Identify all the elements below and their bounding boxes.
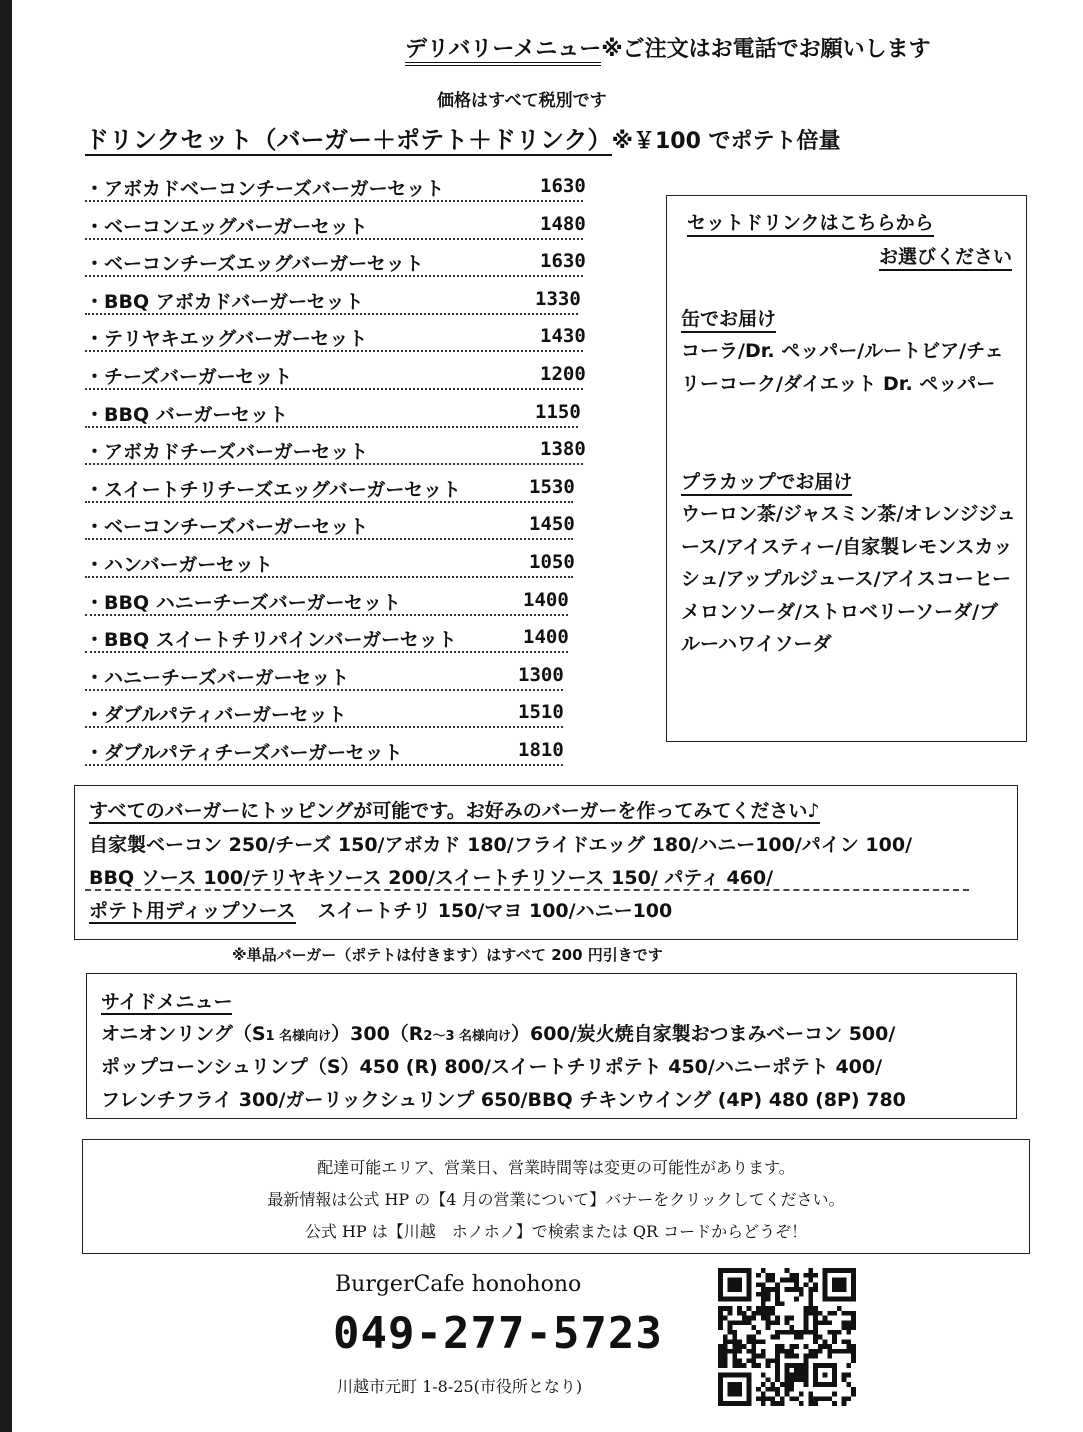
menu-item-price: 1450: [529, 513, 575, 536]
side-text: ）600/炭火焼自家製おつまみベーコン 500/: [511, 1023, 896, 1045]
menu-row: [85, 435, 586, 465]
drink-set-heading-text: ドリンクセット（バーガー＋ポテト＋ドリンク）: [85, 126, 612, 154]
side-menu-label: [101, 987, 232, 1014]
side-menu-label-text: サイドメニュー: [101, 991, 233, 1013]
menu-item-price: 1480: [540, 212, 586, 235]
menu-item-price: 1150: [535, 400, 581, 423]
drink-set-heading: [85, 120, 841, 155]
menu-row: [85, 661, 563, 691]
menu-item-price: 1810: [518, 739, 564, 761]
menu-item-price: 1380: [540, 438, 586, 461]
notice-line-2: 最新情報は公式 HP の【4 月の営業について】バナーをクリックしてください。: [267, 1190, 845, 1209]
menu-row: [85, 510, 573, 540]
topping-intro-text: すべてのバーガーにトッピングが可能です。お好みのバーガーを作ってみてください♪: [89, 800, 820, 822]
menu-item-name: ・ダブルパティバーガーセット: [85, 704, 347, 727]
menu-item-name: ・ダブルパティチーズバーガーセット: [85, 742, 403, 764]
shop-address: 川越市元町 1-8-25(市役所となり): [337, 1377, 583, 1396]
can-drinks-list: コーラ/Dr. ペッパー/ルートビア/チェリーコーク/ダイエット Dr. ペッパー: [681, 340, 1004, 395]
side-text-small: 1 名様向け: [265, 1029, 332, 1044]
topping-box: [74, 785, 1018, 940]
shop-name: BurgerCafe honohono: [335, 1272, 582, 1297]
topping-divider: [85, 889, 969, 891]
left-edge-bar: [0, 0, 12, 1432]
side-menu-line-2: ポップコーンシュリンプ（S）450 (R) 800/スイートチリポテト 450/ハニーポテト 400/: [101, 1056, 883, 1078]
menu-item-price: 1300: [518, 663, 564, 686]
menu-item-name: ・ハニーチーズバーガーセット: [85, 666, 350, 689]
topping-line-1: 自家製ベーコン 250/チーズ 150/アボカド 180/フライドエッグ 180/ハニー100/パイン 100/: [89, 834, 913, 856]
menu-item-price: 1510: [518, 701, 564, 724]
tax-note: 価格はすべて税別です: [437, 91, 607, 111]
menu-row: [85, 247, 586, 277]
can-drinks-label: 缶でお届け: [681, 304, 776, 333]
side-text-small: 2～3 名様向け: [423, 1029, 512, 1044]
single-burger-note: ※単品バーガー（ポテトは付きます）はすべて 200 円引きです: [232, 946, 663, 964]
menu-row: [85, 623, 568, 653]
menu-row: [85, 736, 563, 766]
menu-item-price: 1200: [540, 363, 586, 385]
qr-code-icon[interactable]: [718, 1268, 856, 1406]
menu-item-name: ・ベーコンチーズエッグバーガーセット: [85, 253, 424, 276]
menu-row: [85, 586, 568, 616]
menu-item-price: 1430: [540, 325, 586, 348]
menu-item-price: 1630: [540, 250, 586, 273]
side-menu-box: [86, 973, 1017, 1119]
set-drink-box: [666, 195, 1027, 742]
shop-phone: 049-277-5723: [333, 1308, 663, 1359]
notice-line-1: 配達可能エリア、営業日、営業時間等は変更の可能性があります。: [317, 1158, 795, 1177]
title-underlined: デリバリーメニュー: [405, 37, 601, 66]
menu-row: [85, 548, 573, 578]
menu-item-name: ・BBQ ハニーチーズバーガーセット: [85, 591, 402, 614]
set-drink-title-line2: お選びください: [879, 242, 1012, 271]
drink-set-heading-note: ※￥100 でポテト倍量: [611, 129, 841, 154]
notice-box: [82, 1139, 1030, 1254]
dip-sauce-line: [89, 896, 672, 923]
menu-row: [85, 473, 573, 503]
page-title: [405, 32, 931, 63]
menu-item-name: ・ベーコンエッグバーガーセット: [85, 215, 368, 238]
menu-item-name: ・テリヤキエッグバーガーセット: [85, 328, 368, 351]
menu-row: [85, 172, 586, 202]
dip-sauce-label: ポテト用ディップソース: [89, 900, 296, 922]
menu-item-price: 1400: [523, 626, 569, 649]
side-menu-line-1: [101, 1019, 895, 1046]
menu-item-name: ・ベーコンチーズバーガーセット: [85, 516, 369, 539]
menu-item-price: 1530: [529, 475, 575, 498]
dip-sauce-items: スイートチリ 150/マヨ 100/ハニー100: [317, 900, 673, 922]
side-text: オニオンリング（S: [101, 1023, 266, 1045]
menu-item-name: ・BBQ アボカドバーガーセット: [85, 290, 364, 313]
topping-intro: [89, 796, 820, 823]
cup-drinks-label: プラカップでお届け: [681, 467, 852, 496]
menu-item-name: ・スイートチリチーズエッグバーガーセット: [85, 478, 462, 501]
menu-item-name: ・BBQ バーガーセット: [85, 403, 288, 426]
menu-item-price: 1330: [535, 287, 581, 310]
menu-item-name: ・BBQ スイートチリパインバーガーセット: [85, 629, 457, 652]
side-text: ）300（R: [331, 1023, 424, 1045]
menu-item-name: ・アボカドベーコンチーズバーガーセット: [85, 178, 445, 200]
menu-row: [85, 210, 586, 240]
menu-row: [85, 285, 581, 315]
notice-line-3: 公式 HP は【川越 ホノホノ】で検索または QR コードからどうぞ！: [304, 1222, 808, 1241]
topping-line-2: BBQ ソース 100/テリヤキソース 200/スイートチリソース 150/ パティ 460/: [89, 867, 774, 889]
menu-item-name: ・ハンバーガーセット: [85, 554, 273, 576]
menu-item-price: 1050: [529, 551, 575, 573]
side-menu-line-3: フレンチフライ 300/ガーリックシュリンプ 650/BBQ チキンウイング (4P) 480 (8P) 780: [101, 1089, 906, 1111]
menu-row: [85, 698, 563, 728]
menu-item-price: 1400: [523, 588, 569, 611]
menu-row: [85, 398, 581, 428]
cup-drinks-list: ウーロン茶/ジャスミン茶/オレンジジュース/アイスティー/自家製レモンスカッシュ/アップルジュース/アイスコーヒーメロンソーダ/ストロベリーソーダ/ブルーハワイソーダ: [681, 503, 1016, 655]
menu-row: [85, 322, 586, 352]
title-note: ※ご注文はお電話でお願いします: [601, 37, 931, 62]
menu-item-name: ・アボカドチーズバーガーセット: [85, 441, 369, 464]
menu-row: [85, 360, 586, 390]
menu-item-name: ・チーズバーガーセット: [85, 366, 293, 388]
set-drink-title-line1: セットドリンクはこちらから: [687, 208, 934, 237]
menu-item-price: 1630: [540, 175, 586, 197]
